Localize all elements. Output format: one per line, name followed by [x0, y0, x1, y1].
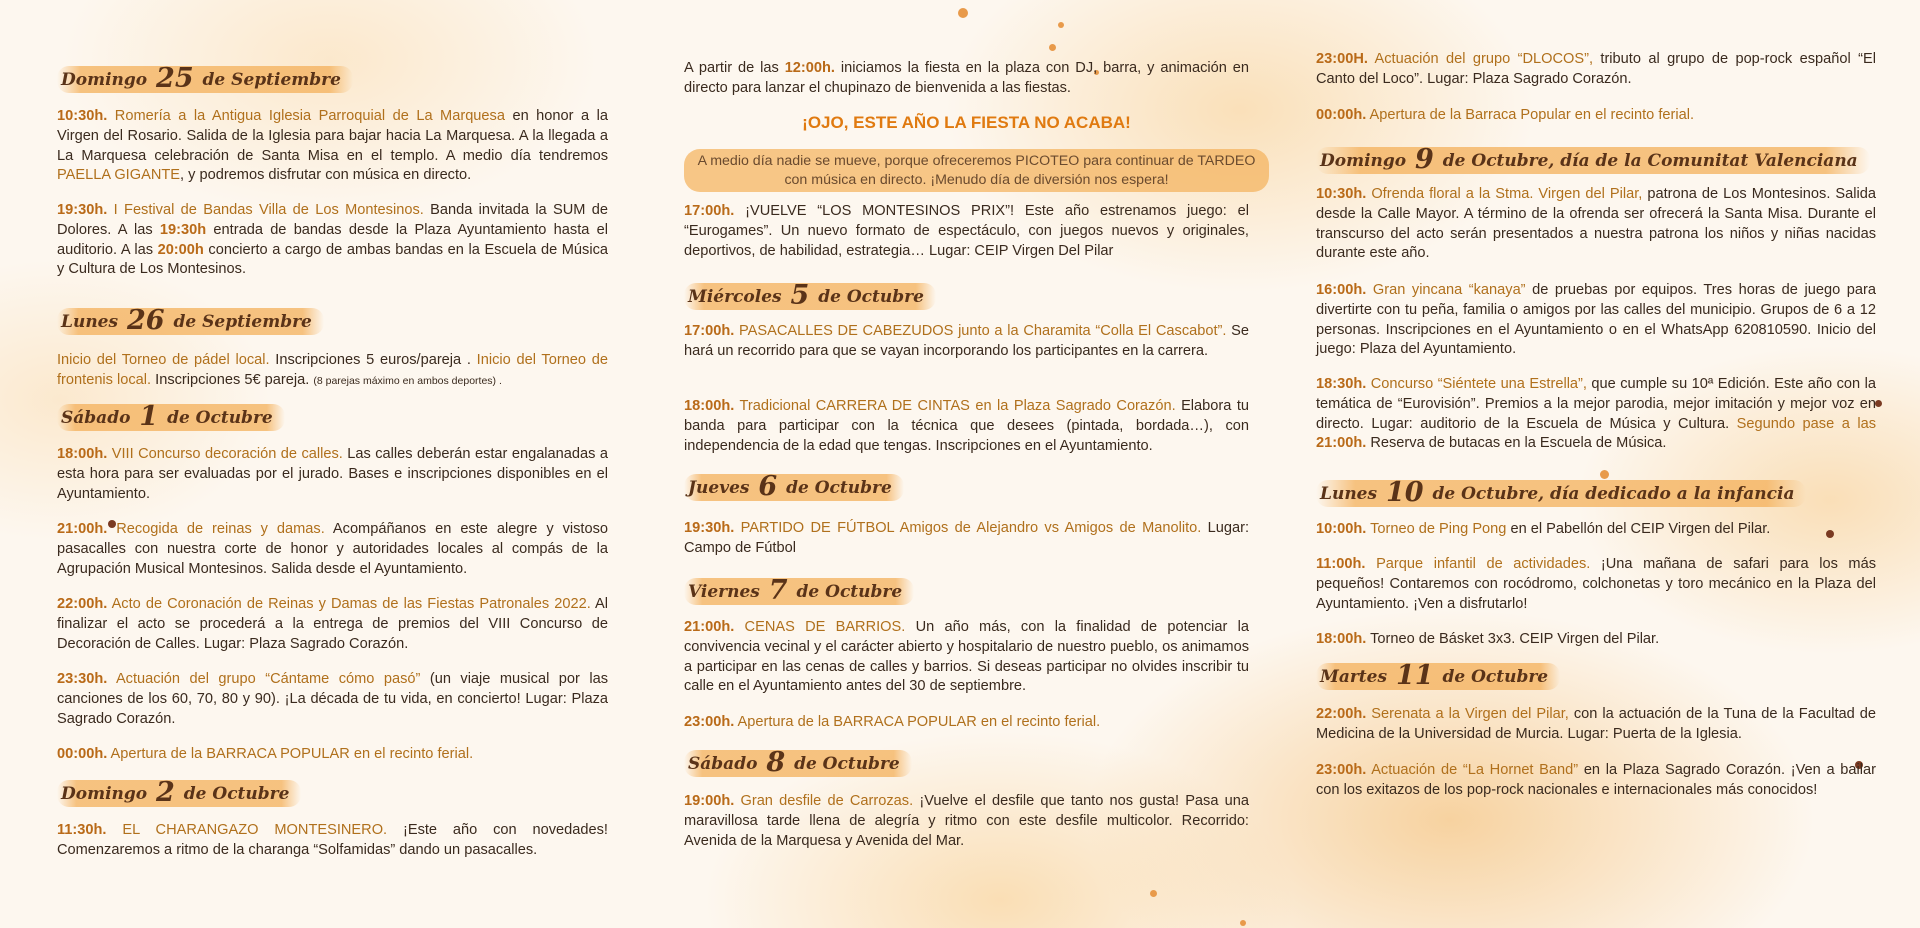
event-festival-bandas: 19:30h. I Festival de Bandas Villa de Los Montesinos. Banda invitada la SUM de Dolores. A las 19:30h entrada de bandas desde la Plaza Ayuntamiento hasta el auditorio. A las 20:00h concierto a cargo de ambas bandas en la Escuela de Música y Cultura de Los Montesinos. [57, 202, 609, 278]
event-serenata: 22:00h. Serenata a la Virgen del Pilar, con la actuación de la Tuna de la Facultad de Medicina de la Universidad de Murcia. Lugar: Puerta de la Iglesia. [1316, 706, 1876, 742]
ojo-title: ¡OJO, ESTE AÑO LA FIESTA NO ACABA! [802, 113, 1131, 132]
event-hornet-band: 23:00h. Actuación de “La Hornet Band” en la Plaza Sagrado Corazón. ¡Ven a bailar con los exitazos de los pop-rock nacionales e internacionales más conocidos! [1316, 762, 1876, 798]
event-barraca-1: 00:00h. Apertura de la BARRACA POPULAR en el recinto ferial. [57, 746, 474, 762]
heading-domingo-2: Domingo 2 de Octubre [57, 780, 301, 807]
heading-sabado-8: Sábado 8 de Octubre [684, 750, 912, 777]
event-dj-plaza: A partir de las 12:00h. iniciamos la fiesta en la plaza con DJ, barra, y animación en directo para lanzar el chupinazo de bienvenida a las fiestas. [684, 60, 1249, 96]
event-concurso-calles: 18:00h. VIII Concurso decoración de calles. Las calles deberán estar engalanadas a esta hora para ser evaluadas por el jurado. Bases e inscripciones disponibles en el Ayuntamiento. [57, 446, 608, 502]
event-coronacion: 22:00h. Acto de Coronación de Reinas y Damas de las Fiestas Patronales 2022. Al finalizar el acto se procederá a la entrega de premios del VIII Concurso de Decoración de Calles. Lugar: Plaza Sagrado Corazón. [57, 596, 609, 652]
event-dlocos: 23:00H. Actuación del grupo “DLOCOS”, tributo al grupo de pop-rock español “El Canto del Loco”. Lugar: Plaza Sagrado Corazón. [1316, 51, 1876, 87]
event-ping-pong: 10:00h. Torneo de Ping Pong en el Pabellón del CEIP Virgen del Pilar. [1316, 521, 1771, 537]
event-charangazo: 11:30h. EL CHARANGAZO MONTESINERO. ¡Este año con novedades! Comenzaremos a ritmo de la charanga “Solfamidas” dando un pasacalles. [57, 822, 608, 858]
heading-jueves-6: Jueves 6 de Octubre [684, 474, 904, 501]
heading-miercoles-5: Miércoles 5 de Octubre [684, 283, 936, 310]
heading-domingo-9: Domingo 9 de Octubre, día de la Comunitat Valenciana [1316, 147, 1870, 174]
heading-sabado-1: Sábado 1 de Octubre [57, 404, 285, 431]
event-yincana: 16:00h. Gran yincana “kanaya” de pruebas por equipos. Tres horas de juego para divertirte con tu peña, familia o amigos por las calles del municipio. Grupos de 6 a 12 personas. Inscripciones en el Ayuntamiento o en el WhatsApp 620810590. Inicio del juego: Plaza del Ayuntamiento. [1316, 282, 1876, 358]
event-parque-infantil: 11:00h. Parque infantil de actividades. ¡Una mañana de safari para los más pequeños! Contaremos con rocódromo, colchonetas y toro mecánico en la Plaza del Ayuntamiento. ¡Ven a disfrutarlo! [1316, 556, 1877, 612]
heading-lunes-10: Lunes 10 de Octubre, día dedicado a la infancia [1316, 480, 1806, 507]
heading-domingo-25: Domingo 25 de Septiembre [57, 66, 353, 93]
event-ofrenda: 10:30h. Ofrenda floral a la Stma. Virgen del Pilar, patrona de Los Montesinos. Salida desde la Calle Mayor. A término de la ofrenda ser ofrecerá la Santa Misa. Durante el transcurso del acto serán presentados a nuestra patrona los niños y niñas nacidas durante este año. [1316, 186, 1876, 262]
event-sientete-estrella: 18:30h. Concurso “Siéntete una Estrella”, que cumple su 10ª Edición. Este año con la temática de “Eurovisión”. Premios a la mejor parodia, mejor imitación y mejor voz en directo. Lugar: auditorio de la Escuela de Música y Cultura. Segundo pase a las 21:00h. Reserva de butacas en la Escuela de Música. [1316, 376, 1876, 452]
event-cenas-barrios: 21:00h. CENAS DE BARRIOS. Un año más, con la finalidad de potenciar la convivencia vecinal y el carácter abierto y hospitalario de nuestro pueblo, os animamos a participar en las cenas de calles y barrios. Si deseas participar no olvides inscribir tu calle en el Ayuntamiento antes del 30 de septiembre. [684, 619, 1250, 695]
event-montesinos-prix: 17:00h. ¡VUELVE “LOS MONTESINOS PRIX”! Este año estrenamos juego: el “Eurogames”. Un nuevo formato de espectáculo, con juegos nuevos y originales, deportivos, de habilidad, estrategia… Lugar: CEIP Virgen Del Pilar [684, 203, 1249, 259]
event-futbol: 19:30h. PARTIDO DE FÚTBOL Amigos de Alejandro vs Amigos de Manolito. Lugar: Campo de Fútbol [684, 520, 1250, 556]
event-carrozas: 19:00h. Gran desfile de Carrozas. ¡Vuelve el desfile que tanto nos gusta! Pasa una maravillosa tarde llena de alegría y ritmo con este desfile multicolor. Recorrido: Avenida de la Marquesa y Avenida del Mar. [684, 793, 1249, 849]
event-romeria: 10:30h. Romería a la Antigua Iglesia Parroquial de La Marquesa en honor a la Virgen del Rosario. Salida de la Iglesia para bajar hacia La Marquesa. A la llegada a La Marquesa celebración de Santa Misa en el templo. A medio día tendremos PAELLA GIGANTE, y podremos disfrutar con música en directo. [57, 108, 608, 184]
event-carrera-cintas: 18:00h. Tradicional CARRERA DE CINTAS en la Plaza Sagrado Corazón. Elabora tu banda para participar con la técnica que desees (pintada, bordada…), con independencia de la edad que tengas. Inscripciones en el Ayuntamiento. [684, 398, 1249, 454]
heading-viernes-7: Viernes 7 de Octubre [684, 578, 914, 605]
ojo-box: A medio día nadie se mueve, porque ofreceremos PICOTEO para continuar de TARDEO con música en directo. ¡Menudo día de diversión nos espera! [684, 149, 1269, 192]
event-torneos: Inicio del Torneo de pádel local. Inscripciones 5 euros/pareja . Inicio del Torneo de frontenis local. Inscripciones 5€ pareja. (8 parejas máximo en ambos deportes) . [57, 352, 608, 388]
event-barraca-2: 23:00h. Apertura de la BARRACA POPULAR en el recinto ferial. [684, 714, 1101, 730]
event-barraca-3: 00:00h. Apertura de la Barraca Popular en el recinto ferial. [1316, 107, 1695, 123]
event-recogida-reinas: 21:00h. Recogida de reinas y damas. Acompáñanos en este alegre y vistoso pasacalles con nuestra corte de honor y autoridades locales al compás de la Agrupación Musical Montesinos. Salida desde el Ayuntamiento. [57, 521, 608, 577]
heading-martes-11: Martes 11 de Octubre [1316, 663, 1560, 690]
event-basket: 18:00h. Torneo de Básket 3x3. CEIP Virgen del Pilar. [1316, 631, 1660, 647]
event-cabezudos: 17:00h. PASACALLES DE CABEZUDOS junto a la Charamita “Colla El Cascabot”. Se hará un recorrido para que se vayan incorporando los participantes en la carrera. [684, 323, 1249, 359]
event-cantame: 23:30h. Actuación del grupo “Cántame cómo pasó” (un viaje musical por las canciones de los 60, 70, 80 y 90). ¡La década de tu vida, en concierto! Lugar: Plaza Sagrado Corazón. [57, 671, 608, 727]
heading-lunes-26: Lunes 26 de Septiembre [57, 308, 324, 335]
